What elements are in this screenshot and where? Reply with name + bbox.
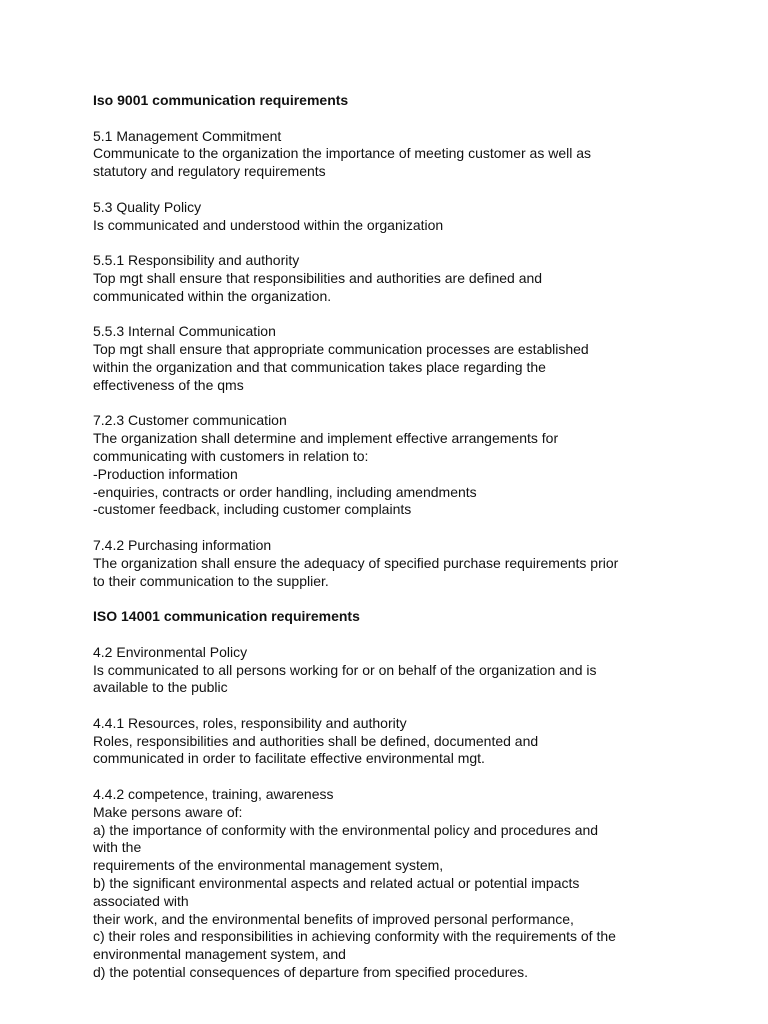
section-title: 4.4.2 competence, training, awareness [93,786,334,803]
section-title: 7.4.2 Purchasing information [93,536,272,553]
section-line: Top mgt shall ensure that appropriate communication processes are established [93,341,589,358]
section-line: b) the significant environmental aspects and related actual or potential impacts [93,875,580,892]
iso9001-heading: Iso 9001 communication requirements [93,92,349,108]
section-5-5-1 [93,252,753,305]
section-line: Communicate to the organization the importance of meeting customer as well as [93,145,592,162]
section-4-2 [93,644,753,697]
section-line: -enquiries, contracts or order handling, including amendments [93,483,477,500]
section-5-3 [93,199,753,235]
section-line: effectiveness of the qms [93,376,244,393]
section-line: requirements of the environmental management system, [93,857,444,874]
section-4-4-1 [93,715,753,768]
section-line: d) the potential consequences of departure from specified procedures. [93,964,529,981]
section-line: their work, and the environmental benefits of improved personal performance, [93,910,574,927]
iso14001-heading: ISO 14001 communication requirements [93,608,360,625]
section-line: c) their roles and responsibilities in achieving conformity with the requirements of the [93,928,616,945]
document-page [93,92,753,982]
section-line: Is communicated and understood within the organization [93,216,444,233]
section-line: Make persons aware of: [93,803,243,820]
section-title: 5.5.3 Internal Communication [93,323,276,340]
section-line: Roles, responsibilities and authorities shall be defined, documented and [93,732,539,749]
section-line: Is communicated to all persons working for or on behalf of the organization and is [93,661,597,678]
section-line: -customer feedback, including customer complaints [93,501,412,518]
section-4-4-2 [93,786,753,982]
section-title: 4.4.1 Resources, roles, responsibility and authority [93,714,407,731]
section-line: communicating with customers in relation to: [93,447,369,464]
section-line: communicated in order to facilitate effective environmental mgt. [93,750,485,767]
section-title: 5.3 Quality Policy [93,198,202,215]
section-line: with the [93,839,142,856]
section-line: environmental management system, and [93,946,346,963]
section-line: a) the importance of conformity with the environmental policy and procedures and [93,821,599,838]
section-title: 5.5.1 Responsibility and authority [93,252,300,269]
section-7-2-3 [93,412,753,519]
iso14001-heading-block [93,608,753,626]
section-line: available to the public [93,679,228,696]
section-line: communicated within the organization. [93,287,332,304]
section-title: 7.2.3 Customer communication [93,412,287,429]
section-line: -Production information [93,465,238,482]
section-7-4-2 [93,537,753,590]
section-line: statutory and regulatory requirements [93,163,326,180]
section-5-1 [93,128,753,181]
section-line: The organization shall determine and implement effective arrangements for [93,430,559,447]
section-5-5-3 [93,323,753,394]
section-line: Top mgt shall ensure that responsibilities and authorities are defined and [93,269,543,286]
section-title: 5.1 Management Commitment [93,127,282,144]
section-line: within the organization and that communication takes place regarding the [93,358,546,375]
section-title: 4.2 Environmental Policy [93,643,248,660]
section-line: associated with [93,892,189,909]
section-line: The organization shall ensure the adequacy of specified purchase requirements prior [93,554,619,571]
section-line: to their communication to the supplier. [93,572,329,589]
